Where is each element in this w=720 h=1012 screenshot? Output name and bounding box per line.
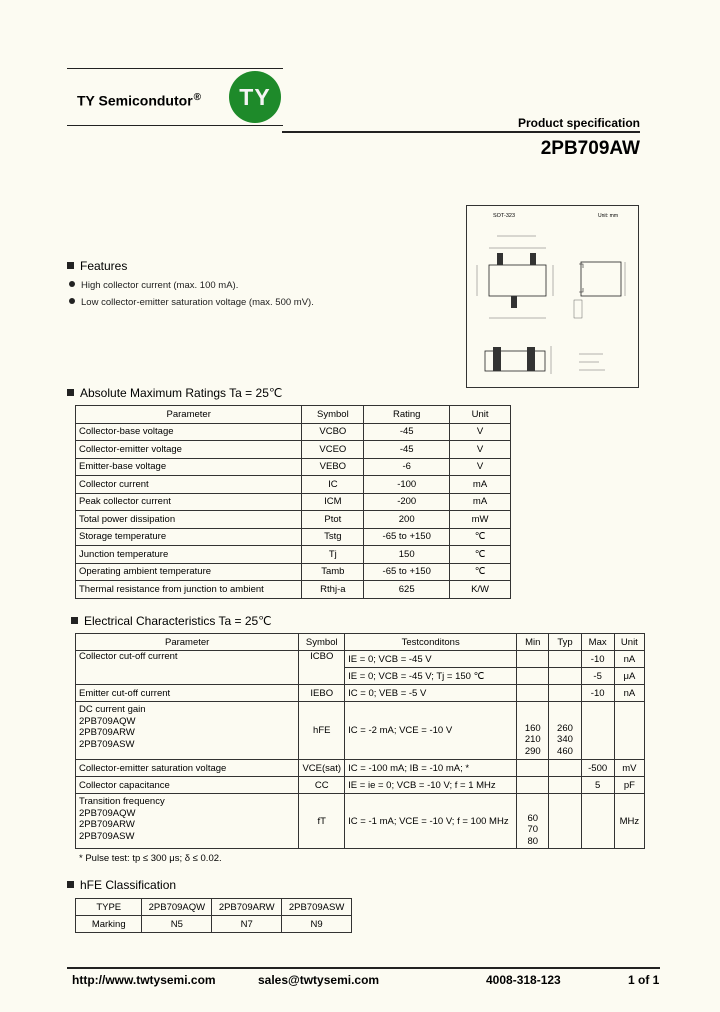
rating-cell: 200 xyxy=(364,511,450,529)
min-value: 80 xyxy=(527,835,539,847)
typ-cell xyxy=(549,702,581,760)
symbol-cell: ICM xyxy=(302,493,364,511)
table-row xyxy=(76,493,511,511)
bullet-square-icon xyxy=(67,881,74,888)
symbol-cell: Ptot xyxy=(302,511,364,529)
unit-cell: ℃ xyxy=(450,563,511,581)
typ-value: 340 xyxy=(557,734,573,745)
header-cell: Parameter xyxy=(76,406,302,424)
param-cell: Collector-base voltage xyxy=(76,423,302,441)
abs-max-heading xyxy=(67,386,282,400)
min-cell xyxy=(517,794,549,849)
table-row xyxy=(76,651,645,668)
typ-cell xyxy=(549,794,581,849)
rating-cell: -45 xyxy=(364,423,450,441)
min-cell xyxy=(517,651,549,668)
marking-cell: N9 xyxy=(282,916,352,933)
company-logo: TY xyxy=(229,71,281,123)
typ-value: 460 xyxy=(557,745,573,757)
marking-label-cell: Marking xyxy=(76,916,142,933)
unit-cell: mV xyxy=(614,760,644,777)
min-value: 160 xyxy=(524,722,541,734)
param-cell: Total power dissipation xyxy=(76,511,302,529)
table-row xyxy=(76,528,511,546)
min-cell xyxy=(517,685,549,702)
bullet-square-icon xyxy=(71,617,78,624)
product-specification-label: Product specification xyxy=(517,116,640,130)
package-outline-diagram xyxy=(466,205,639,388)
table-row xyxy=(76,916,352,933)
header-cell: Typ xyxy=(549,634,581,651)
param-cell: Collector cut-off current xyxy=(76,651,299,685)
feature-text: Low collector-emitter saturation voltage (max. 500 mV). xyxy=(81,297,314,308)
package-units: Unit: mm xyxy=(598,213,618,219)
feature-text: High collector current (max. 100 mA). xyxy=(81,280,239,291)
header-cell: Testconditons xyxy=(345,634,517,651)
unit-cell: K/W xyxy=(450,581,511,599)
min-cell xyxy=(517,777,549,794)
symbol-cell: Tamb xyxy=(302,563,364,581)
table-header-row xyxy=(76,406,511,424)
symbol-cell: hFE xyxy=(299,702,345,760)
footer-website[interactable]: http://www.twtysemi.com xyxy=(72,973,216,987)
symbol-cell: fT xyxy=(299,794,345,849)
condition-cell: IE = ie = 0; VCB = -10 V; f = 1 MHz xyxy=(345,777,517,794)
rating-cell: -100 xyxy=(364,476,450,494)
elec-char-table xyxy=(75,633,645,849)
table-row xyxy=(76,899,352,916)
rating-cell: 150 xyxy=(364,546,450,564)
param-cell: Emitter cut-off current xyxy=(76,685,299,702)
header-cell: Unit xyxy=(450,406,511,424)
marking-cell: N5 xyxy=(142,916,212,933)
min-value: 70 xyxy=(527,824,539,835)
feature-item xyxy=(69,280,238,291)
max-cell: -10 xyxy=(581,651,614,668)
condition-cell: IC = -100 mA; IB = -10 mA; * xyxy=(345,760,517,777)
min-cell xyxy=(517,702,549,760)
typ-cell xyxy=(549,777,581,794)
bullet-square-icon xyxy=(67,389,74,396)
rating-cell: -65 to +150 xyxy=(364,563,450,581)
bullet-dot-icon xyxy=(69,298,75,304)
rating-cell: -6 xyxy=(364,458,450,476)
param-cell: Junction temperature xyxy=(76,546,302,564)
features-heading xyxy=(67,259,127,273)
symbol-cell: VCE(sat) xyxy=(299,760,345,777)
unit-cell: nA xyxy=(614,651,644,668)
param-cell: Peak collector current xyxy=(76,493,302,511)
table-row xyxy=(76,685,645,702)
symbol-cell: Tstg xyxy=(302,528,364,546)
rating-cell: 625 xyxy=(364,581,450,599)
typ-cell xyxy=(549,668,581,685)
min-value: 210 xyxy=(524,734,541,745)
bullet-square-icon xyxy=(67,262,74,269)
param-title: Transition frequency xyxy=(79,796,165,807)
package-drawing xyxy=(467,206,638,387)
header-cell: Min xyxy=(517,634,549,651)
feature-item xyxy=(69,297,314,308)
param-cell: Collector current xyxy=(76,476,302,494)
rating-cell: -45 xyxy=(364,441,450,459)
marking-cell: N7 xyxy=(212,916,282,933)
table-row xyxy=(76,511,511,529)
typ-cell xyxy=(549,651,581,668)
unit-cell: V xyxy=(450,441,511,459)
typ-value: 260 xyxy=(557,722,573,734)
footer-phone: 4008-318-123 xyxy=(486,973,561,987)
type-cell: 2PB709AQW xyxy=(142,899,212,916)
table-row xyxy=(76,458,511,476)
package-name: SOT-323 xyxy=(493,213,516,219)
param-cell xyxy=(76,794,299,849)
symbol-cell: IEBO xyxy=(299,685,345,702)
type-cell: 2PB709ASW xyxy=(282,899,352,916)
symbol-cell: CC xyxy=(299,777,345,794)
symbol-cell: ICBO xyxy=(299,651,345,685)
unit-cell: mA xyxy=(450,493,511,511)
condition-cell: IC = -2 mA; VCE = -10 V xyxy=(345,702,517,760)
param-cell: Collector-emitter voltage xyxy=(76,441,302,459)
unit-cell: V xyxy=(450,423,511,441)
condition-cell: IC = -1 mA; VCE = -10 V; f = 100 MHz xyxy=(345,794,517,849)
table-row xyxy=(76,581,511,599)
min-value: 290 xyxy=(524,745,541,757)
variant-label: 2PB709ASW xyxy=(79,738,135,750)
min-cell xyxy=(517,668,549,685)
table-row xyxy=(76,563,511,581)
condition-cell: IE = 0; VCB = -45 V xyxy=(345,651,517,668)
company-name-text: TY Semicondutor xyxy=(77,92,193,109)
min-value: 60 xyxy=(527,812,539,824)
unit-cell: mW xyxy=(450,511,511,529)
unit-cell: V xyxy=(450,458,511,476)
symbol-cell: VCBO xyxy=(302,423,364,441)
footer-page-number: 1 of 1 xyxy=(628,973,660,987)
type-label-cell: TYPE xyxy=(76,899,142,916)
variant-label: 2PB709ASW xyxy=(79,830,135,842)
variant-label: 2PB709AQW xyxy=(79,715,136,727)
unit-cell: pF xyxy=(614,777,644,794)
header-cell: Symbol xyxy=(302,406,364,424)
registered-mark: ® xyxy=(193,92,202,103)
symbol-cell: VCEO xyxy=(302,441,364,459)
table-row xyxy=(76,423,511,441)
header-cell: Unit xyxy=(614,634,644,651)
param-cell: Collector capacitance xyxy=(76,777,299,794)
hfe-class-table xyxy=(75,898,352,933)
unit-cell: ℃ xyxy=(450,546,511,564)
max-cell xyxy=(581,702,614,760)
abs-max-table xyxy=(75,405,511,599)
table-header-row xyxy=(76,634,645,651)
header-cell: Parameter xyxy=(76,634,299,651)
header-cell: Max xyxy=(581,634,614,651)
max-cell: -5 xyxy=(581,668,614,685)
unit-cell xyxy=(614,702,644,760)
table-row xyxy=(76,760,645,777)
typ-cell xyxy=(549,685,581,702)
variant-label: 2PB709AQW xyxy=(79,807,136,819)
company-name xyxy=(77,92,201,109)
bullet-dot-icon xyxy=(69,281,75,287)
max-cell: -10 xyxy=(581,685,614,702)
unit-cell: nA xyxy=(614,685,644,702)
max-cell xyxy=(581,794,614,849)
footer-email[interactable]: sales@twtysemi.com xyxy=(258,973,380,987)
unit-cell: μA xyxy=(614,668,644,685)
param-title: DC current gain xyxy=(79,704,146,715)
symbol-cell: VEBO xyxy=(302,458,364,476)
unit-cell: ℃ xyxy=(450,528,511,546)
symbol-cell: IC xyxy=(302,476,364,494)
typ-cell xyxy=(549,760,581,777)
type-cell: 2PB709ARW xyxy=(212,899,282,916)
header-cell: Symbol xyxy=(299,634,345,651)
header-cell: Rating xyxy=(364,406,450,424)
table-row xyxy=(76,476,511,494)
hfe-class-title: hFE Classification xyxy=(80,878,177,892)
pulse-test-note: * Pulse test: tp ≤ 300 μs; δ ≤ 0.02. xyxy=(79,853,222,864)
param-cell: Collector-emitter saturation voltage xyxy=(76,760,299,777)
param-cell: Thermal resistance from junction to ambient xyxy=(76,581,302,599)
symbol-cell: Rthj-a xyxy=(302,581,364,599)
rating-cell: -200 xyxy=(364,493,450,511)
param-cell: Storage temperature xyxy=(76,528,302,546)
variant-label: 2PB709ARW xyxy=(79,727,135,738)
symbol-cell: Tj xyxy=(302,546,364,564)
part-number: 2PB709AW xyxy=(540,138,640,159)
param-cell xyxy=(76,702,299,760)
condition-cell: IE = 0; VCB = -45 V; Tj = 150 ℃ xyxy=(345,668,517,685)
table-row xyxy=(76,702,645,760)
table-row xyxy=(76,777,645,794)
table-row xyxy=(76,441,511,459)
param-cell: Operating ambient temperature xyxy=(76,563,302,581)
table-row xyxy=(76,546,511,564)
features-title: Features xyxy=(80,259,128,273)
hfe-class-heading xyxy=(67,878,176,892)
rating-cell: -65 to +150 xyxy=(364,528,450,546)
elec-char-title: Electrical Characteristics Ta = 25℃ xyxy=(84,614,272,628)
max-cell: 5 xyxy=(581,777,614,794)
variant-label: 2PB709ARW xyxy=(79,819,135,830)
unit-cell: mA xyxy=(450,476,511,494)
min-cell xyxy=(517,760,549,777)
max-cell: -500 xyxy=(581,760,614,777)
elec-char-heading xyxy=(71,614,272,628)
abs-max-title: Absolute Maximum Ratings Ta = 25℃ xyxy=(80,386,283,400)
param-cell: Emitter-base voltage xyxy=(76,458,302,476)
table-row xyxy=(76,794,645,849)
condition-cell: IC = 0; VEB = -5 V xyxy=(345,685,517,702)
unit-cell: MHz xyxy=(614,794,644,849)
